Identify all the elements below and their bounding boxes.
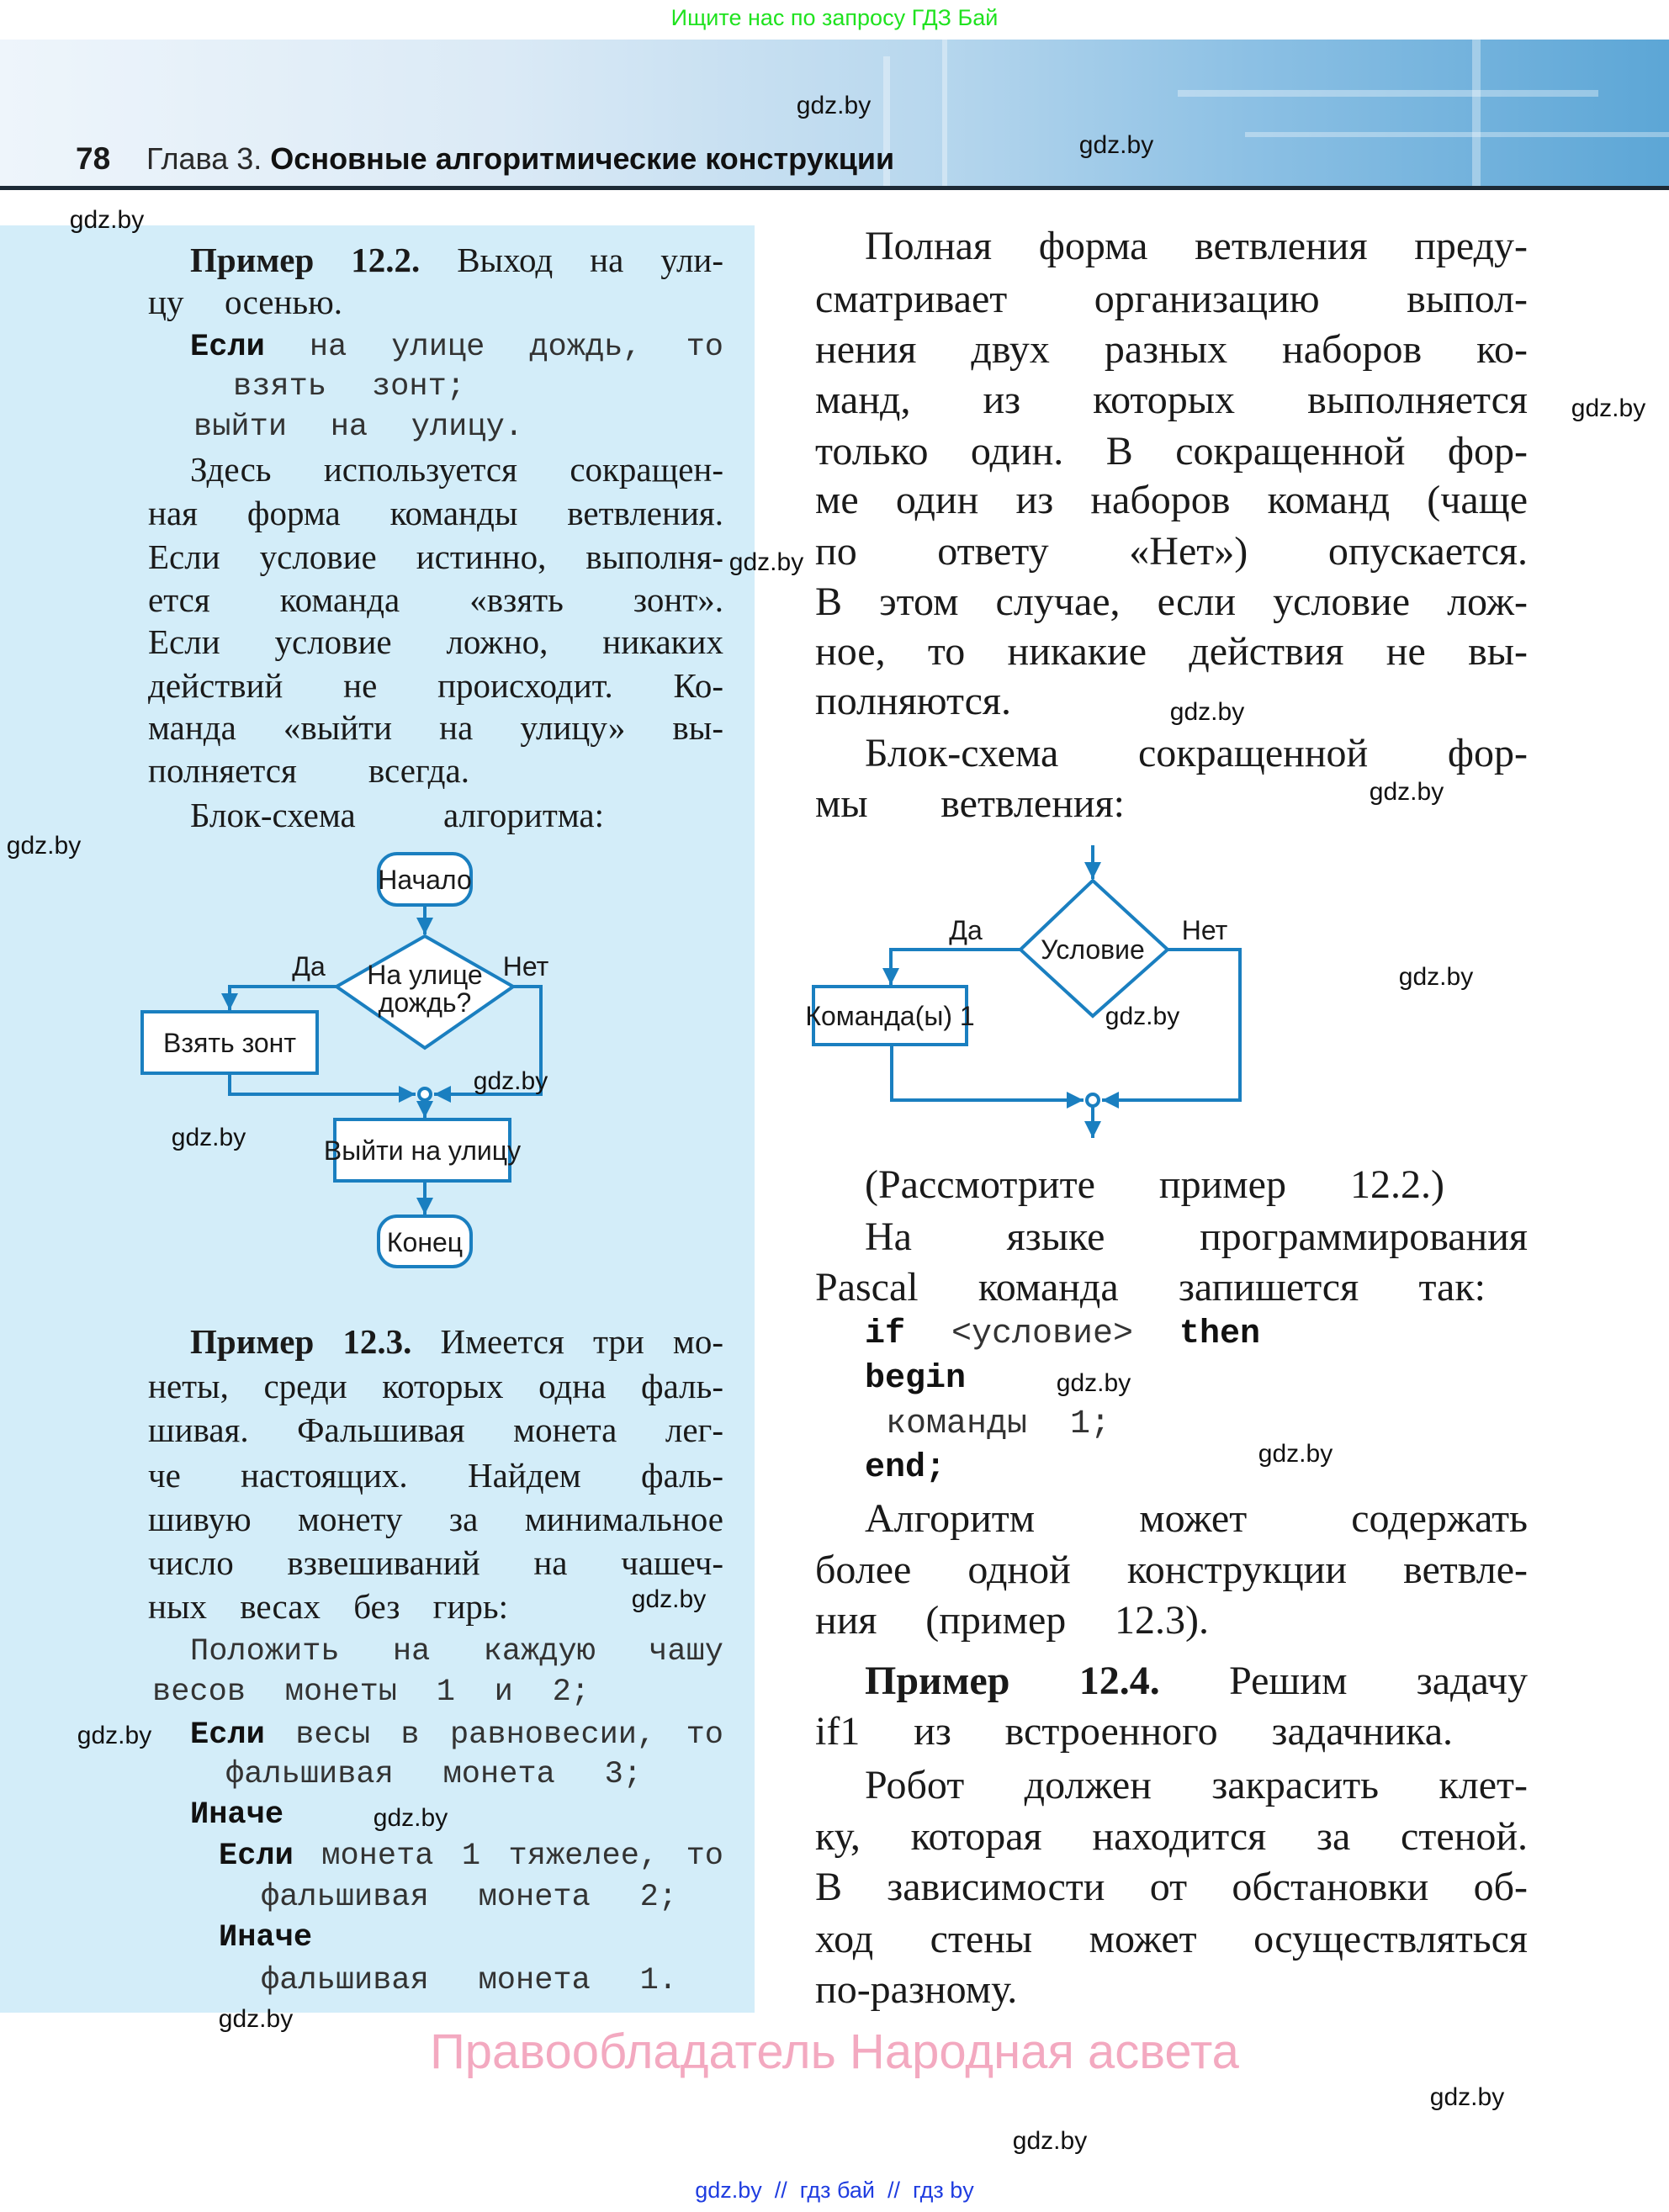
yes-branch-line — [230, 987, 336, 1010]
text-line: число взвешиваний на чашеч- — [148, 1543, 723, 1582]
text-line: Если условие ложно, никаких — [148, 622, 723, 661]
text-line: ку, которая находится за стеной. — [815, 1814, 1528, 1859]
text-line: На языке программирования — [865, 1214, 1528, 1259]
text-line: ется команда «взять зонт». — [148, 580, 723, 619]
watermark: gdz.by — [1012, 2127, 1088, 2155]
code-condition: <условие> — [951, 1315, 1134, 1353]
watermark: gdz.by — [1429, 2083, 1505, 2111]
text: Выход на ули- — [457, 241, 724, 279]
text-line: ных весах без гирь: — [148, 1587, 508, 1626]
text: Имеется три мо- — [440, 1322, 723, 1361]
yes-label: Да — [949, 915, 983, 945]
text-line: манда «выйти на улицу» вы- — [148, 708, 723, 747]
text-line: мы ветвления: — [815, 781, 1125, 826]
flowchart-umbrella — [0, 0, 755, 1312]
code-line: фальшивая монета 1. — [261, 1963, 677, 1998]
text-line: шивая. Фальшивая монета лег- — [148, 1410, 723, 1449]
watermark: gdz.by — [796, 92, 872, 119]
merge-line-left — [892, 1045, 1084, 1100]
watermark: gdz.by — [729, 548, 804, 576]
code-keyword-else: Иначе — [190, 1797, 284, 1833]
text-line: Робот должен закрасить клет- — [865, 1763, 1528, 1807]
decor-stripe — [1245, 132, 1669, 137]
watermark: gdz.by — [77, 1722, 152, 1749]
text-line: Полная форма ветвления преду- — [865, 224, 1528, 268]
code-line: Положить на каждую чашу — [190, 1634, 723, 1670]
text-line: че настоящих. Найдем фаль- — [148, 1456, 723, 1495]
watermark: gdz.by — [1369, 778, 1444, 806]
code-line — [219, 1841, 723, 1872]
text: Решим задачу — [1229, 1659, 1528, 1703]
text-line: по-разному. — [815, 1967, 1018, 2012]
text-line: цу осенью. — [148, 283, 342, 321]
copyright-notice: Правообладатель Народная асвета — [430, 2024, 1239, 2079]
no-label: Нет — [502, 951, 549, 982]
keyword-if: if — [865, 1315, 906, 1353]
decor-stripe — [942, 40, 947, 188]
code-text: монета 1 тяжелее, то — [321, 1839, 723, 1874]
yes-label: Да — [292, 951, 326, 982]
code-line: команды 1; — [886, 1405, 1110, 1443]
keyword: Если — [190, 1717, 265, 1753]
start-label: Начало — [378, 865, 472, 895]
example-12-4-title — [865, 1661, 1528, 1701]
action-go-out-label: Выйти на улицу — [323, 1135, 522, 1166]
watermark: gdz.by — [69, 206, 145, 234]
text-line: по ответу «Нет») опускается. — [815, 529, 1528, 574]
text-line: Блок-схема алгоритма: — [190, 796, 604, 834]
junction-point — [419, 1088, 431, 1100]
page-number: 78 — [76, 141, 111, 176]
no-label: Нет — [1181, 915, 1228, 945]
text-line: полняются. — [815, 679, 1011, 723]
flowchart-short-branch — [757, 824, 1669, 1161]
text-line: Если условие истинно, выполня- — [148, 537, 723, 576]
text-line: ход стены может осуществляться — [815, 1917, 1528, 1961]
watermark: gdz.by — [1571, 394, 1646, 422]
watermark: gdz.by — [171, 1124, 246, 1151]
code-line-if — [865, 1315, 1260, 1353]
watermark: gdz.by — [1056, 1369, 1131, 1397]
example-label: Пример 12.2. — [190, 241, 421, 279]
example-label: Пример 12.4. — [865, 1659, 1160, 1703]
code-line: весов монеты 1 и 2; — [152, 1675, 590, 1710]
watermark: gdz.by — [1105, 1003, 1180, 1030]
example-12-3-title — [190, 1322, 723, 1361]
text-line: сматривает организацию выпол- — [815, 277, 1528, 321]
condition-label-1: На улице — [367, 960, 483, 990]
command-label: Команда(ы) 1 — [805, 1001, 975, 1031]
end-label: Конец — [386, 1227, 464, 1257]
watermark: gdz.by — [373, 1804, 448, 1832]
merge-line-left — [230, 1073, 416, 1094]
code-line — [190, 1717, 723, 1753]
top-search-banner: Ищите нас по запросу ГДЗ Бай — [670, 5, 999, 30]
text-line: Блок-схема сокращенной фор- — [865, 731, 1528, 775]
text-line: нения двух разных наборов ко- — [815, 327, 1528, 372]
text-line: ния (пример 12.3). — [815, 1598, 1209, 1643]
text-line: В зависимости от обстановки об- — [815, 1865, 1528, 1909]
text-line: более одной конструкции ветвле- — [815, 1548, 1528, 1592]
chapter-label: Глава 3. — [146, 141, 262, 176]
text-line: if1 из встроенного задачника. — [815, 1709, 1453, 1754]
text-line: манд, из которых выполняется — [815, 378, 1528, 422]
yes-branch-line — [891, 950, 1020, 985]
keyword: Если — [190, 330, 265, 365]
text-line: полняется всегда. — [148, 751, 469, 790]
text-line: Здесь используется сокращен- — [190, 450, 723, 489]
keyword: Если — [219, 1839, 294, 1874]
watermark: gdz.by — [1398, 963, 1474, 991]
code-keyword-else: Иначе — [219, 1920, 313, 1955]
watermark: gdz.by — [1258, 1440, 1333, 1468]
code-text: на улице дождь, то — [309, 330, 723, 365]
text-line: действий не происходит. Ко- — [148, 666, 723, 705]
text-line: только один. В сокращенной фор- — [815, 429, 1528, 474]
text-line: шивую монету за минимальное — [148, 1500, 723, 1538]
text-line: неты, среди которых одна фаль- — [148, 1367, 723, 1405]
junction-point — [1087, 1094, 1099, 1106]
watermark: gdz.by — [1078, 131, 1154, 159]
watermark: gdz.by — [473, 1067, 548, 1095]
action-umbrella-label: Взять зонт — [163, 1028, 296, 1058]
code-line: выйти на улицу. — [193, 410, 523, 445]
code-line: фальшивая монета 2; — [261, 1880, 677, 1915]
code-line: фальшивая монета 3; — [225, 1757, 642, 1792]
text-line: Pascal команда запишется так: — [815, 1265, 1486, 1310]
watermark: gdz.by — [631, 1585, 707, 1613]
keyword-then: then — [1179, 1315, 1260, 1353]
text-line: ная форма команды ветвления. — [148, 494, 723, 532]
watermark: gdz.by — [6, 832, 82, 860]
condition-label-2: дождь? — [378, 987, 472, 1018]
decor-stripe — [1178, 90, 1598, 97]
text-line: ме один из наборов команд (чаще — [815, 478, 1528, 522]
code-text: весы в равновесии, то — [295, 1717, 723, 1753]
text-line: (Рассмотрите пример 12.2.) — [865, 1162, 1444, 1207]
watermark: gdz.by — [218, 2005, 294, 2033]
watermark: gdz.by — [1169, 698, 1245, 726]
example-label: Пример 12.3. — [190, 1322, 412, 1361]
text-line: В этом случае, если условие лож- — [815, 579, 1528, 624]
keyword-begin: begin — [865, 1360, 967, 1398]
text-line: ное, то никакие действия не вы- — [815, 629, 1528, 674]
chapter-title: Основные алгоритмические конструкции — [270, 141, 895, 176]
code-line: взять зонт; — [233, 369, 465, 405]
decor-stripe — [1472, 40, 1481, 188]
condition-label: Условие — [1041, 934, 1145, 965]
text-line: Алгоритм может содержать — [865, 1496, 1528, 1541]
footer-links: gdz.by // гдз бай // гдз by — [695, 2178, 974, 2203]
keyword-end: end; — [865, 1449, 946, 1487]
